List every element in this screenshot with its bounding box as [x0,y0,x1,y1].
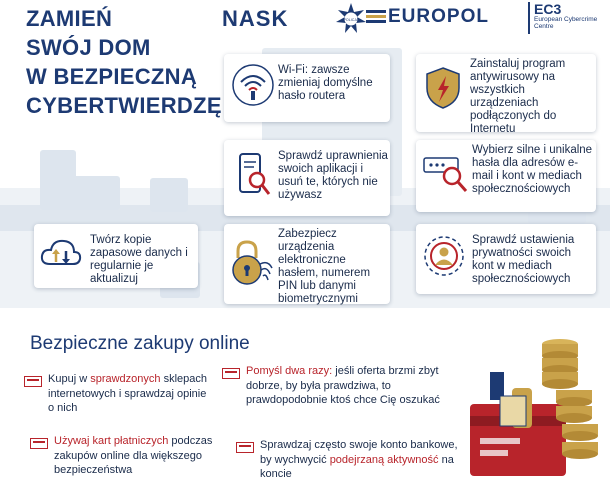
cloud-sync-icon [38,234,84,274]
police-star-logo [334,2,368,36]
shield-icon [424,66,462,110]
wifi-router-icon [232,64,274,106]
card-bullet-icon [24,376,42,387]
background-monitor [62,176,120,210]
card-secure-devices-text: Zabezpiecz urządzenia elektroniczne hasłem, numerem PIN lub danymi biometrycznymi [278,228,371,305]
card-wifi [224,54,390,122]
nask-logo: NASK [222,6,289,31]
card-backup-text: Twórz kopie zapasowe danych i regularnie je aktualizuj [90,234,188,285]
shopping-section-title: Bezpieczne zakupy online [30,333,250,354]
user-target-icon [422,234,466,278]
shopping-tip-3: Pomyśl dwa razy: jeśli oferta brzmi zbyt dobrze, by była prawdziwa, to prawdopodobnie ktoś chce Cię oszukać [246,365,440,406]
card-bullet-icon [30,438,48,449]
card-permissions [224,140,390,216]
page-title: ZAMIEŃ SWÓJ DOM W BEZPIECZNĄ CYBERTWIERDZĘ [26,6,222,118]
card-antivirus-text: Zainstaluj program antywirusowy na wszystkich urządzeniach podłączonych do Internetu [470,58,566,135]
card-bullet-icon [236,442,254,453]
card-backup [34,224,198,288]
phone-magnifier-icon [232,152,272,200]
europol-flag-icon [366,8,386,24]
card-bullet-icon [222,368,240,379]
shopping-tip-4: Sprawdzaj często swoje konto bankowe, by wychwycić podejrzaną aktywność na koncie [260,439,458,480]
card-passwords-text: Wybierz silne i unikalne hasła dla adresów e-mail i kont w mediach społecznościowych [472,144,593,195]
background-chair [150,178,188,212]
card-antivirus [416,54,596,135]
europol-logo: EUROPOL [388,6,489,27]
password-magnifier-icon [422,154,470,194]
card-permissions-text: Sprawdź uprawnienia swoich aplikacji i usuń te, których nie używasz [278,150,388,201]
payment-card-coins-illustration [462,334,602,486]
card-passwords [416,140,596,212]
card-secure-devices [224,224,390,304]
card-wifi-text: Wi-Fi: zawsze zmieniaj domyślne hasło routera [278,64,373,102]
police-logo-text: POLICJA [343,18,359,22]
ec3-logo: EC3 European Cybercrime Centre [528,2,602,34]
card-privacy [416,224,596,294]
shopping-tip-1: Kupuj w sprawdzonych sklepach internetowych i sprawdzaj opinie o nich [48,373,208,414]
shopping-tip-2: Używaj kart płatniczych podczas zakupów online dla większego bezpieczeństwa [54,435,213,476]
card-privacy-text: Sprawdź ustawienia prywatności swoich kont w mediach społecznościowych [472,234,575,285]
padlock-fingerprint-icon [230,238,276,288]
